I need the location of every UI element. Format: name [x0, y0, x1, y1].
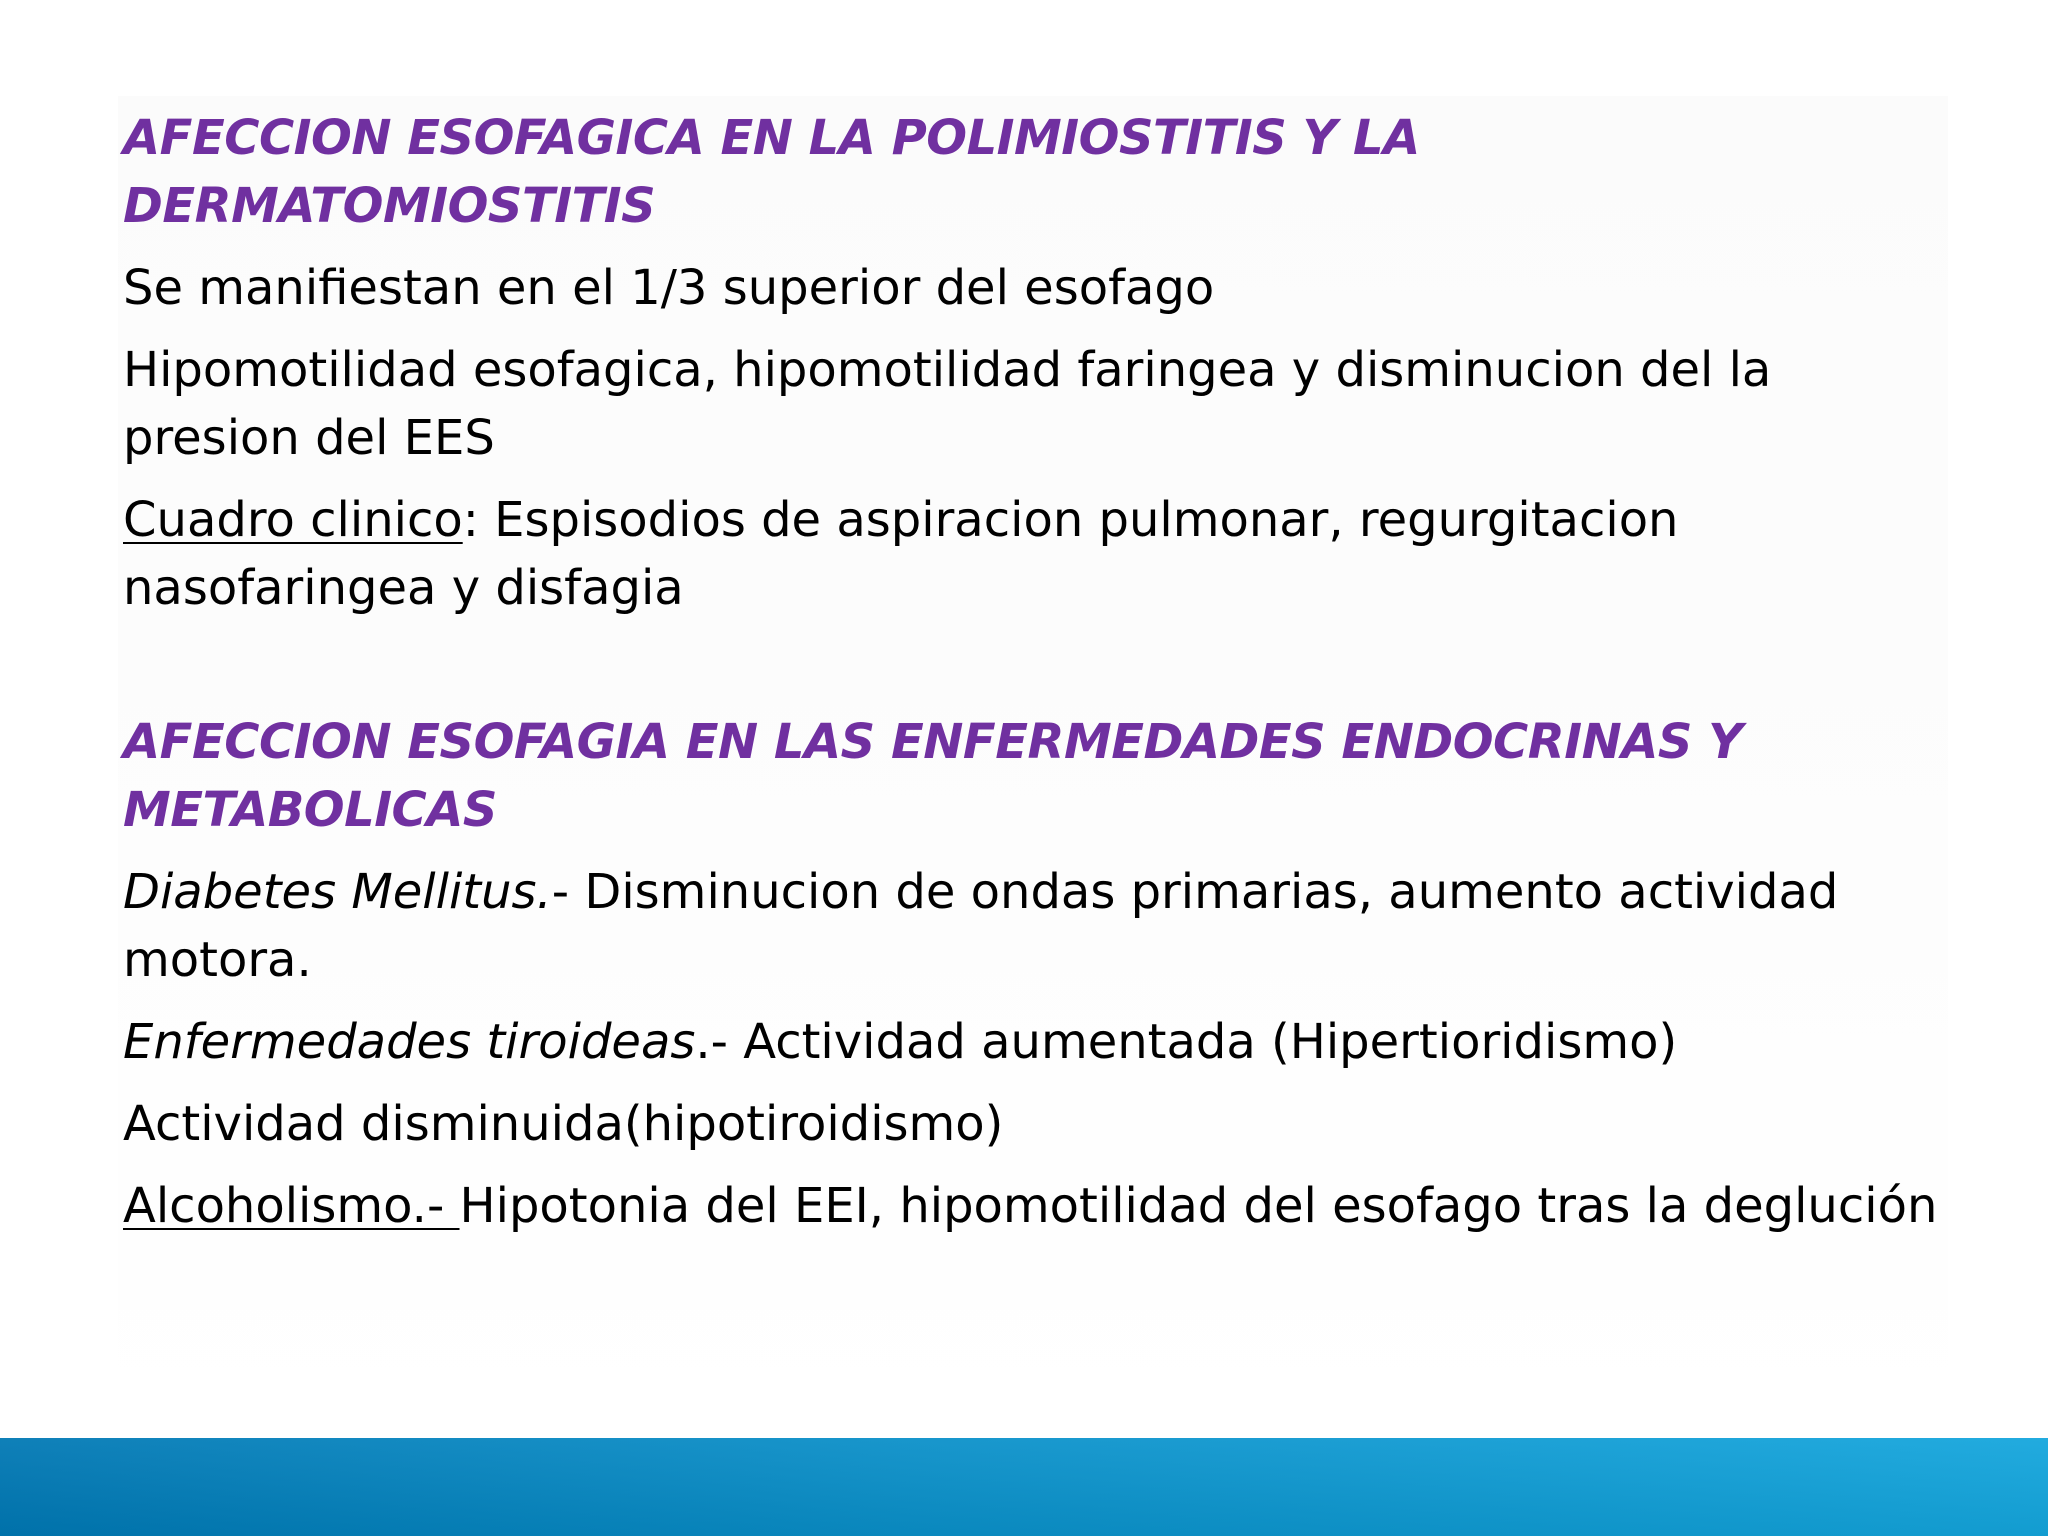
tiroideas-text: .- Actividad aumentada (Hipertioridismo)	[695, 1014, 1678, 1070]
diabetes-label: Diabetes Mellitus.	[123, 864, 552, 920]
paragraph-tiroideas	[123, 994, 1953, 1076]
cuadro-clinico-text: : Espisodios de aspiracion pulmonar, regurgitacion nasofaringea y disfagia	[123, 492, 1679, 616]
paragraph-alcoholismo	[123, 1158, 1953, 1240]
section-heading-polimiostitis: AFECCION ESOFAGICA EN LA POLIMIOSTITIS Y LA DERMATOMIOSTITIS	[123, 110, 1420, 234]
cuadro-clinico-label: Cuadro clinico	[123, 492, 463, 548]
paragraph-cuadro-clinico	[123, 472, 1953, 622]
section-heading-endocrinas: AFECCION ESOFAGIA EN LAS ENFERMEDADES ENDOCRINAS Y METABOLICAS	[123, 714, 1743, 838]
slide-body	[123, 104, 1953, 1240]
alcoholismo-label: Alcoholismo.-	[123, 1178, 460, 1234]
alcoholismo-text: Hipotonia del EEI, hipomotilidad del esofago tras la deglución	[459, 1178, 1938, 1234]
paragraph-diabetes	[123, 844, 1953, 994]
footer-band	[0, 1438, 2048, 1536]
paragraph-location: Se manifiestan en el 1/3 superior del esofago	[123, 260, 1215, 316]
diabetes-text: - Disminucion de ondas primarias, aumento actividad motora.	[123, 864, 1839, 988]
paragraph-hipomotilidad: Hipomotilidad esofagica, hipomotilidad faringea y disminucion del la presion del EES	[123, 342, 1772, 466]
section-spacer	[123, 622, 1953, 708]
paragraph-hipotiroidismo: Actividad disminuida(hipotiroidismo)	[123, 1096, 1004, 1152]
tiroideas-label: Enfermedades tiroideas	[123, 1014, 696, 1070]
